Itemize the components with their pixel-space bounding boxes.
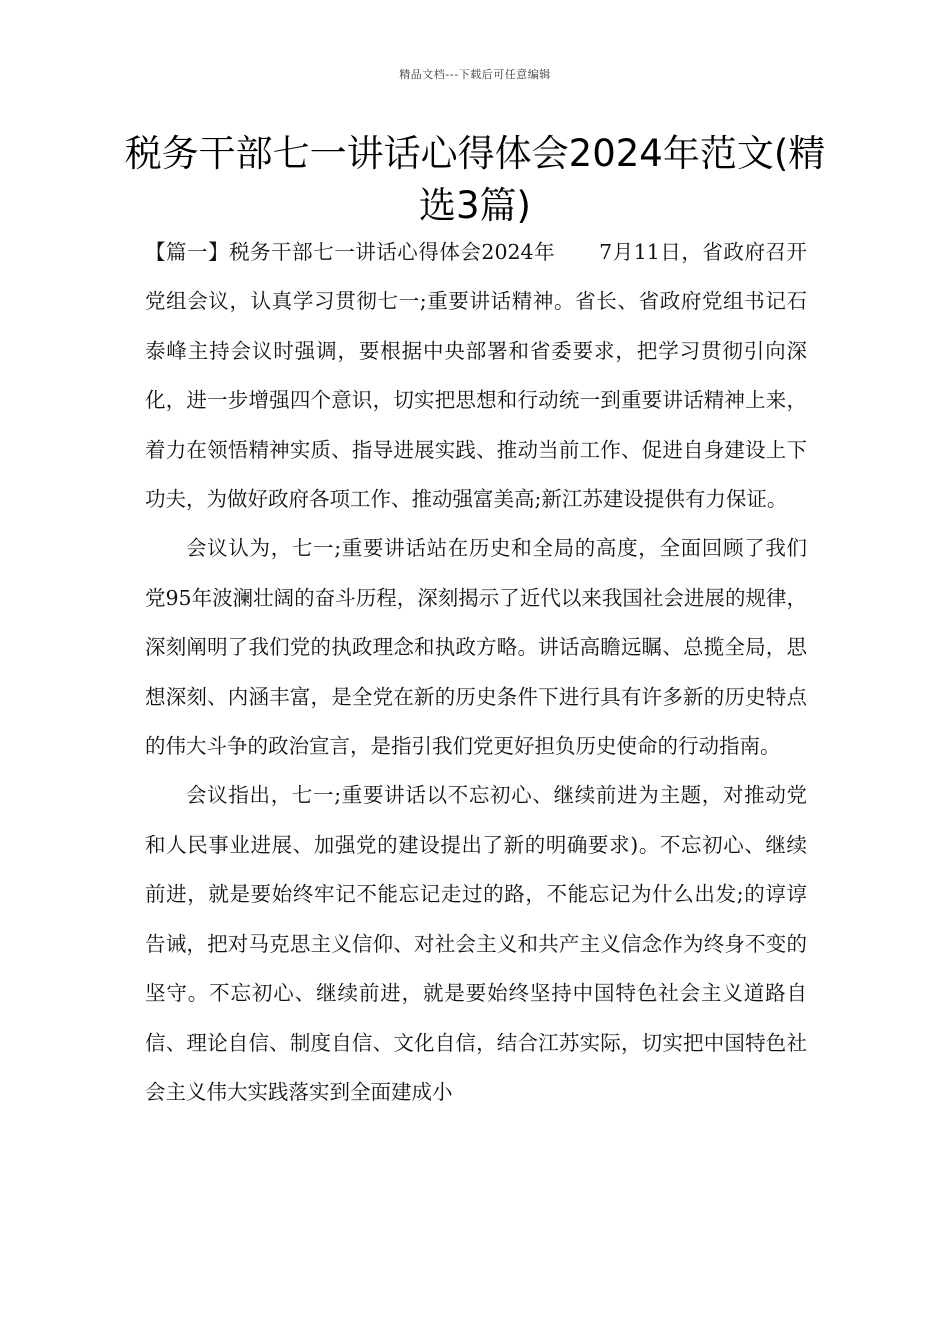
paragraph-1	[145, 228, 807, 524]
document-title: 税务干部七一讲话心得体会2024年范文(精选3篇)	[124, 132, 826, 227]
paragraph-1-lead: 【篇一】税务干部七一讲话心得体会2024年	[145, 240, 556, 264]
paragraph-2: 会议认为，七一;重要讲话站在历史和全局的高度，全面回顾了我们党95年波澜壮阔的奋斗历程，深刻揭示了近代以来我国社会进展的规律，深刻阐明了我们党的执政理念和执政方略。讲话高瞻远瞩、总揽全局，思想深刻、内涵丰富，是全党在新的历史条件下进行具有许多新的历史特点的伟大斗争的政治宣言，是指引我们党更好担负历史使命的行动指南。	[145, 536, 807, 759]
paragraph-3: 会议指出，七一;重要讲话以不忘初心、继续前进为主题，对推动党和人民事业进展、加强党的建设提出了新的明确要求)。不忘初心、继续前进，就是要始终牢记不能忘记走过的路，不能忘记为什么出发;的谆谆告诫，把对马克思主义信仰、对社会主义和共产主义信念作为终身不变的坚守。不忘初心、继续前进，就是要始终坚持中国特色社会主义道路自信、理论自信、制度自信、文化自信，结合江苏实际，切实把中国特色社会主义伟大实践落实到全面建成小	[145, 783, 807, 1104]
document-body	[145, 228, 807, 1117]
header-note: 精品文档---下载后可任意编辑	[399, 68, 551, 81]
paragraph-1-text: 7月11日，省政府召开党组会议，认真学习贯彻七一;重要讲话精神。省长、省政府党组书记石泰峰主持会议时强调，要根据中央部署和省委要求，把学习贯彻引向深化，进一步增强四个意识，切实把思想和行动统一到重要讲话精神上来，着力在领悟精神实质、指导进展实践、推动当前工作、促进自身建设上下功夫，为做好政府各项工作、推动强富美高;新江苏建设提供有力保证。	[145, 240, 807, 512]
